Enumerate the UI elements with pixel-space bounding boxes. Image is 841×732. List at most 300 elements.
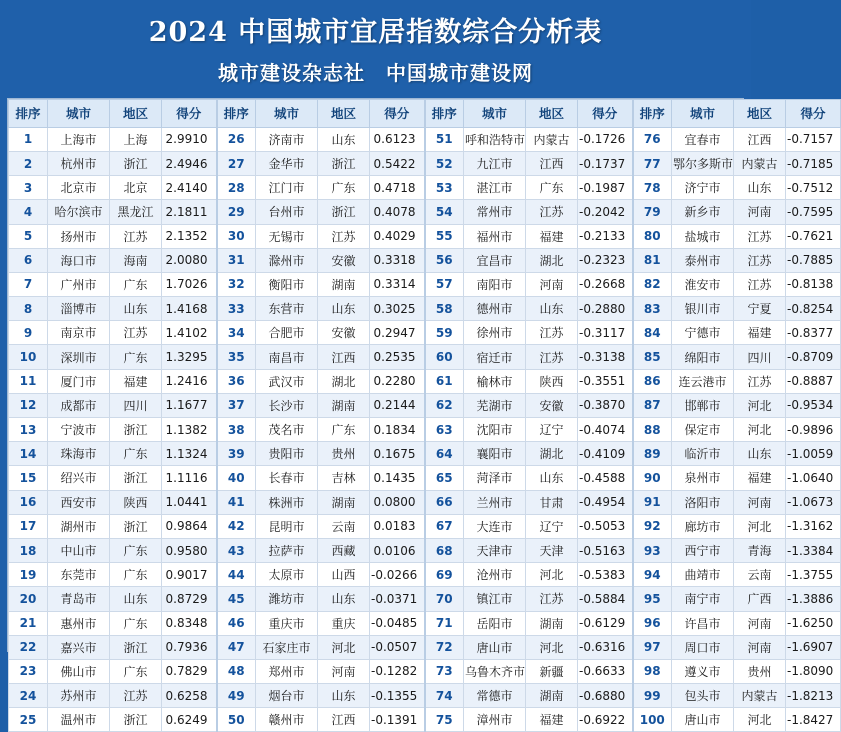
cell-region: 四川 [110, 393, 162, 417]
cell-score: -0.1987 [578, 176, 633, 200]
cell-city: 衡阳市 [256, 272, 318, 296]
cell-city: 泰州市 [672, 248, 734, 272]
cell-region: 贵州 [734, 659, 786, 683]
cell-score: -0.0371 [370, 587, 425, 611]
cell-region: 江西 [318, 708, 370, 732]
cell-rank: 86 [633, 369, 672, 393]
cell-score: 0.9017 [162, 563, 217, 587]
cell-score: 1.1382 [162, 418, 217, 442]
cell-rank: 43 [217, 538, 256, 562]
ranking-table [8, 99, 841, 732]
cell-rank: 84 [633, 321, 672, 345]
cell-region: 内蒙古 [526, 127, 578, 151]
cell-rank: 12 [9, 393, 48, 417]
cell-city: 烟台市 [256, 684, 318, 708]
cell-rank: 92 [633, 514, 672, 538]
cell-region: 天津 [526, 538, 578, 562]
cell-city: 徐州市 [464, 321, 526, 345]
cell-city: 九江市 [464, 151, 526, 175]
table-row [9, 272, 841, 296]
cell-rank: 39 [217, 442, 256, 466]
cell-rank: 96 [633, 611, 672, 635]
cell-region: 重庆 [318, 611, 370, 635]
cell-city: 唐山市 [464, 635, 526, 659]
cell-region: 山东 [318, 297, 370, 321]
cell-region: 新疆 [526, 659, 578, 683]
cell-rank: 85 [633, 345, 672, 369]
cell-rank: 90 [633, 466, 672, 490]
cell-score: 0.9864 [162, 514, 217, 538]
cell-city: 滁州市 [256, 248, 318, 272]
cell-rank: 91 [633, 490, 672, 514]
cell-region: 陕西 [110, 490, 162, 514]
table-row [9, 127, 841, 151]
table-row [9, 297, 841, 321]
cell-city: 青岛市 [48, 587, 110, 611]
cell-rank: 50 [217, 708, 256, 732]
cell-rank: 99 [633, 684, 672, 708]
cell-score: 0.3314 [370, 272, 425, 296]
page-title: 2024 中国城市宜居指数综合分析表 [148, 17, 603, 48]
column-header-region: 地区 [526, 99, 578, 127]
cell-region: 四川 [734, 345, 786, 369]
cell-region: 浙江 [318, 151, 370, 175]
cell-region: 广东 [110, 272, 162, 296]
cell-city: 北京市 [48, 176, 110, 200]
cell-region: 广东 [526, 176, 578, 200]
cell-rank: 64 [425, 442, 464, 466]
table-row [9, 538, 841, 562]
cell-region: 江西 [526, 151, 578, 175]
cell-city: 哈尔滨市 [48, 200, 110, 224]
cell-rank: 38 [217, 418, 256, 442]
cell-rank: 5 [9, 224, 48, 248]
column-header-score: 得分 [786, 99, 841, 127]
cell-region: 辽宁 [526, 514, 578, 538]
column-header-rank: 排序 [425, 99, 464, 127]
cell-city: 保定市 [672, 418, 734, 442]
cell-score: -0.2668 [578, 272, 633, 296]
cell-city: 武汉市 [256, 369, 318, 393]
column-header-city: 城市 [672, 99, 734, 127]
table-row [9, 369, 841, 393]
column-header-score: 得分 [578, 99, 633, 127]
cell-city: 济南市 [256, 127, 318, 151]
cell-score: 1.3295 [162, 345, 217, 369]
cell-city: 榆林市 [464, 369, 526, 393]
cell-rank: 11 [9, 369, 48, 393]
cell-score: -0.5053 [578, 514, 633, 538]
ranking-table-container [7, 98, 834, 728]
cell-score: 0.6123 [370, 127, 425, 151]
cell-score: -0.7595 [786, 200, 841, 224]
table-row [9, 176, 841, 200]
cell-city: 沧州市 [464, 563, 526, 587]
cell-city: 江门市 [256, 176, 318, 200]
cell-score: -1.3886 [786, 587, 841, 611]
cell-region: 安徽 [526, 393, 578, 417]
cell-rank: 94 [633, 563, 672, 587]
cell-rank: 7 [9, 272, 48, 296]
cell-score: -0.5163 [578, 538, 633, 562]
cell-region: 江西 [734, 127, 786, 151]
cell-city: 石家庄市 [256, 635, 318, 659]
cell-region: 江苏 [734, 272, 786, 296]
cell-city: 绍兴市 [48, 466, 110, 490]
cell-rank: 45 [217, 587, 256, 611]
cell-score: -0.4109 [578, 442, 633, 466]
column-header-score: 得分 [162, 99, 217, 127]
cell-rank: 75 [425, 708, 464, 732]
cell-rank: 89 [633, 442, 672, 466]
cell-rank: 77 [633, 151, 672, 175]
cell-score: -0.8138 [786, 272, 841, 296]
cell-region: 甘肃 [526, 490, 578, 514]
table-row [9, 466, 841, 490]
cell-score: 2.1811 [162, 200, 217, 224]
cell-score: -0.7621 [786, 224, 841, 248]
cell-region: 内蒙古 [734, 151, 786, 175]
table-row [9, 418, 841, 442]
cell-city: 遵义市 [672, 659, 734, 683]
cell-score: -0.4954 [578, 490, 633, 514]
cell-score: -0.7512 [786, 176, 841, 200]
cell-region: 黑龙江 [110, 200, 162, 224]
cell-score: -0.3138 [578, 345, 633, 369]
cell-city: 淄博市 [48, 297, 110, 321]
cell-rank: 63 [425, 418, 464, 442]
cell-region: 河南 [734, 490, 786, 514]
cell-region: 内蒙古 [734, 684, 786, 708]
cell-score: -0.1355 [370, 684, 425, 708]
cell-rank: 82 [633, 272, 672, 296]
cell-score: -0.0266 [370, 563, 425, 587]
cell-rank: 3 [9, 176, 48, 200]
cell-region: 湖南 [526, 611, 578, 635]
cell-region: 河北 [526, 563, 578, 587]
cell-city: 淮安市 [672, 272, 734, 296]
cell-score: -1.8213 [786, 684, 841, 708]
table-row [9, 659, 841, 683]
cell-score: 2.0080 [162, 248, 217, 272]
cell-city: 长春市 [256, 466, 318, 490]
cell-rank: 78 [633, 176, 672, 200]
cell-rank: 20 [9, 587, 48, 611]
cell-city: 南京市 [48, 321, 110, 345]
cell-city: 漳州市 [464, 708, 526, 732]
cell-city: 盐城市 [672, 224, 734, 248]
table-row [9, 611, 841, 635]
cell-city: 珠海市 [48, 442, 110, 466]
cell-rank: 97 [633, 635, 672, 659]
cell-city: 宜昌市 [464, 248, 526, 272]
cell-rank: 71 [425, 611, 464, 635]
cell-score: -0.2323 [578, 248, 633, 272]
cell-score: 0.0183 [370, 514, 425, 538]
cell-score: 0.4718 [370, 176, 425, 200]
cell-city: 无锡市 [256, 224, 318, 248]
cell-rank: 6 [9, 248, 48, 272]
cell-region: 广东 [318, 418, 370, 442]
cell-city: 株洲市 [256, 490, 318, 514]
cell-region: 云南 [734, 563, 786, 587]
cell-rank: 100 [633, 708, 672, 732]
cell-score: -0.3551 [578, 369, 633, 393]
cell-city: 东莞市 [48, 563, 110, 587]
cell-rank: 93 [633, 538, 672, 562]
cell-rank: 51 [425, 127, 464, 151]
cell-rank: 23 [9, 659, 48, 683]
cell-city: 金华市 [256, 151, 318, 175]
table-row [9, 442, 841, 466]
cell-rank: 10 [9, 345, 48, 369]
cell-rank: 53 [425, 176, 464, 200]
table-row [9, 248, 841, 272]
cell-rank: 62 [425, 393, 464, 417]
cell-score: 0.2947 [370, 321, 425, 345]
cell-rank: 56 [425, 248, 464, 272]
cell-region: 贵州 [318, 442, 370, 466]
cell-score: 0.8729 [162, 587, 217, 611]
table-row [9, 708, 841, 732]
cell-score: -0.6633 [578, 659, 633, 683]
cell-score: 0.4078 [370, 200, 425, 224]
cell-city: 成都市 [48, 393, 110, 417]
cell-score: -1.0673 [786, 490, 841, 514]
cell-score: -0.2042 [578, 200, 633, 224]
cell-region: 河北 [734, 393, 786, 417]
cell-rank: 68 [425, 538, 464, 562]
cell-region: 河北 [734, 514, 786, 538]
cell-region: 广东 [110, 538, 162, 562]
cell-region: 吉林 [318, 466, 370, 490]
cell-score: -0.8254 [786, 297, 841, 321]
cell-region: 福建 [526, 708, 578, 732]
cell-region: 西藏 [318, 538, 370, 562]
column-header-city: 城市 [48, 99, 110, 127]
cell-region: 浙江 [110, 151, 162, 175]
cell-rank: 88 [633, 418, 672, 442]
cell-rank: 27 [217, 151, 256, 175]
column-header-city: 城市 [256, 99, 318, 127]
cell-score: 2.4946 [162, 151, 217, 175]
cell-score: 0.7829 [162, 659, 217, 683]
cell-city: 重庆市 [256, 611, 318, 635]
cell-city: 常德市 [464, 684, 526, 708]
cell-rank: 48 [217, 659, 256, 683]
cell-score: -0.7157 [786, 127, 841, 151]
cell-score: 1.1324 [162, 442, 217, 466]
cell-score: -0.8887 [786, 369, 841, 393]
cell-rank: 79 [633, 200, 672, 224]
cell-region: 山东 [318, 684, 370, 708]
cell-city: 嘉兴市 [48, 635, 110, 659]
cell-city: 岳阳市 [464, 611, 526, 635]
cell-city: 宿迁市 [464, 345, 526, 369]
cell-region: 河南 [318, 659, 370, 683]
cell-city: 中山市 [48, 538, 110, 562]
cell-score: -0.1391 [370, 708, 425, 732]
cell-rank: 36 [217, 369, 256, 393]
cell-score: -1.0059 [786, 442, 841, 466]
cell-score: -0.2133 [578, 224, 633, 248]
cell-rank: 29 [217, 200, 256, 224]
cell-score: 0.3318 [370, 248, 425, 272]
table-row [9, 345, 841, 369]
cell-city: 许昌市 [672, 611, 734, 635]
cell-city: 郑州市 [256, 659, 318, 683]
cell-city: 合肥市 [256, 321, 318, 345]
cell-rank: 69 [425, 563, 464, 587]
cell-score: -0.0485 [370, 611, 425, 635]
cell-score: -0.5383 [578, 563, 633, 587]
cell-score: 2.1352 [162, 224, 217, 248]
cell-city: 德州市 [464, 297, 526, 321]
table-row [9, 200, 841, 224]
cell-score: -0.5884 [578, 587, 633, 611]
table-header-row [9, 99, 841, 127]
cell-city: 佛山市 [48, 659, 110, 683]
cell-rank: 28 [217, 176, 256, 200]
cell-city: 西宁市 [672, 538, 734, 562]
cell-city: 银川市 [672, 297, 734, 321]
cell-city: 湖州市 [48, 514, 110, 538]
cell-score: -1.0640 [786, 466, 841, 490]
cell-score: 1.1116 [162, 466, 217, 490]
cell-region: 江苏 [526, 200, 578, 224]
cell-city: 南昌市 [256, 345, 318, 369]
cell-city: 广州市 [48, 272, 110, 296]
column-header-region: 地区 [734, 99, 786, 127]
cell-city: 潍坊市 [256, 587, 318, 611]
cell-rank: 42 [217, 514, 256, 538]
cell-city: 大连市 [464, 514, 526, 538]
cell-score: 0.1675 [370, 442, 425, 466]
cell-score: -1.3162 [786, 514, 841, 538]
cell-rank: 76 [633, 127, 672, 151]
cell-city: 邯郸市 [672, 393, 734, 417]
cell-region: 江苏 [110, 321, 162, 345]
table-row [9, 514, 841, 538]
cell-rank: 17 [9, 514, 48, 538]
cell-score: -0.1282 [370, 659, 425, 683]
cell-region: 广西 [734, 587, 786, 611]
cell-score: 1.7026 [162, 272, 217, 296]
cell-region: 河南 [734, 200, 786, 224]
cell-region: 江苏 [526, 321, 578, 345]
table-row [9, 321, 841, 345]
cell-region: 江苏 [110, 224, 162, 248]
cell-score: -1.8427 [786, 708, 841, 732]
cell-city: 深圳市 [48, 345, 110, 369]
cell-city: 昆明市 [256, 514, 318, 538]
cell-rank: 21 [9, 611, 48, 635]
table-body [9, 127, 841, 732]
cell-score: 1.4168 [162, 297, 217, 321]
cell-score: 1.1677 [162, 393, 217, 417]
cell-city: 镇江市 [464, 587, 526, 611]
cell-city: 曲靖市 [672, 563, 734, 587]
cell-rank: 4 [9, 200, 48, 224]
cell-city: 连云港市 [672, 369, 734, 393]
cell-city: 西安市 [48, 490, 110, 514]
cell-rank: 47 [217, 635, 256, 659]
column-header-region: 地区 [318, 99, 370, 127]
cell-score: -0.6316 [578, 635, 633, 659]
cell-city: 宜春市 [672, 127, 734, 151]
cell-city: 泉州市 [672, 466, 734, 490]
cell-rank: 16 [9, 490, 48, 514]
column-header-rank: 排序 [633, 99, 672, 127]
cell-city: 南宁市 [672, 587, 734, 611]
cell-region: 广东 [110, 345, 162, 369]
cell-score: 0.0800 [370, 490, 425, 514]
cell-score: -0.6880 [578, 684, 633, 708]
cell-region: 河南 [734, 611, 786, 635]
cell-region: 江苏 [318, 224, 370, 248]
cell-region: 广东 [110, 611, 162, 635]
cell-region: 青海 [734, 538, 786, 562]
cell-region: 湖南 [318, 393, 370, 417]
table-row [9, 684, 841, 708]
cell-city: 呼和浩特市 [464, 127, 526, 151]
cell-city: 鄂尔多斯市 [672, 151, 734, 175]
cell-score: 1.0441 [162, 490, 217, 514]
cell-region: 浙江 [110, 466, 162, 490]
cell-region: 广东 [110, 659, 162, 683]
cell-city: 洛阳市 [672, 490, 734, 514]
cell-score: -0.6129 [578, 611, 633, 635]
cell-score: 2.9910 [162, 127, 217, 151]
cell-score: 0.4029 [370, 224, 425, 248]
cell-region: 浙江 [110, 708, 162, 732]
cell-rank: 83 [633, 297, 672, 321]
cell-rank: 13 [9, 418, 48, 442]
cell-region: 福建 [734, 466, 786, 490]
cell-score: -0.0507 [370, 635, 425, 659]
cell-rank: 32 [217, 272, 256, 296]
page-subtitle: 城市建设杂志社 中国城市建设网 [218, 60, 533, 85]
cell-city: 南阳市 [464, 272, 526, 296]
cell-city: 沈阳市 [464, 418, 526, 442]
table-row [9, 563, 841, 587]
cell-rank: 95 [633, 587, 672, 611]
document-header [0, 0, 751, 86]
cell-rank: 55 [425, 224, 464, 248]
cell-region: 江苏 [526, 587, 578, 611]
cell-region: 广东 [318, 176, 370, 200]
cell-region: 山东 [318, 587, 370, 611]
cell-city: 贵阳市 [256, 442, 318, 466]
cell-region: 江苏 [526, 345, 578, 369]
cell-rank: 46 [217, 611, 256, 635]
cell-score: -0.9896 [786, 418, 841, 442]
cell-rank: 31 [217, 248, 256, 272]
cell-city: 茂名市 [256, 418, 318, 442]
cell-rank: 40 [217, 466, 256, 490]
cell-rank: 1 [9, 127, 48, 151]
cell-score: 0.2280 [370, 369, 425, 393]
cell-rank: 19 [9, 563, 48, 587]
cell-rank: 57 [425, 272, 464, 296]
cell-rank: 49 [217, 684, 256, 708]
cell-score: 0.6258 [162, 684, 217, 708]
cell-rank: 44 [217, 563, 256, 587]
cell-region: 湖南 [318, 272, 370, 296]
cell-score: 0.0106 [370, 538, 425, 562]
cell-region: 上海 [110, 127, 162, 151]
cell-city: 东营市 [256, 297, 318, 321]
